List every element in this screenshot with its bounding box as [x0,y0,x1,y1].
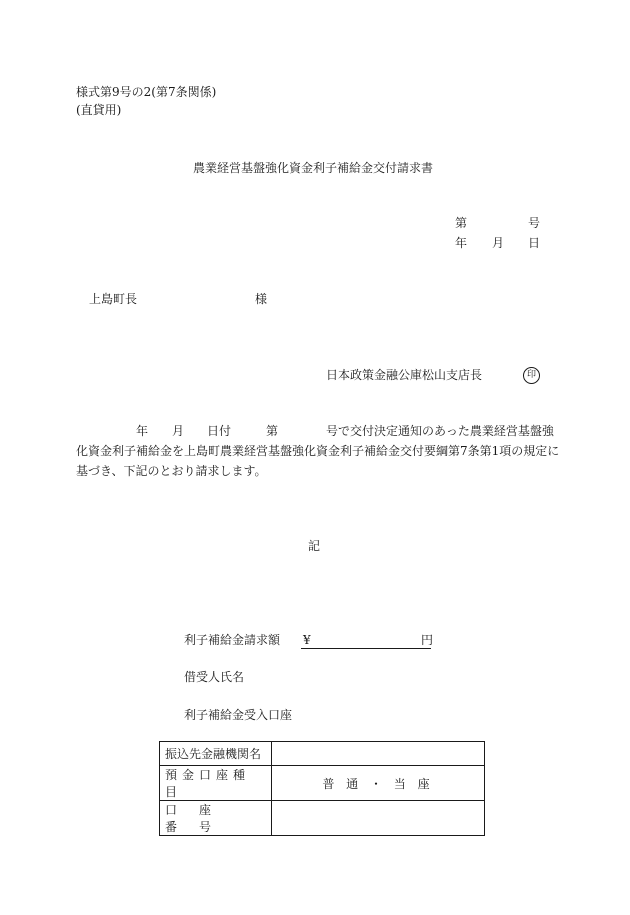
bank-name-value [272,742,485,766]
amount-label: 利子補給金請求額 [184,633,281,647]
account-type-label: 預金口座種目 [160,766,272,801]
yen-symbol: ¥ [303,633,311,647]
sender-name: 日本政策金融公庫松山支店長 [326,368,483,382]
ki-heading: 記 [308,539,321,553]
form-number: 様式第9号の2(第7条関係) [76,85,217,99]
date-nen: 年 [455,236,468,250]
body-date-tsuki: 月 [172,424,185,438]
account-number-value [272,801,485,836]
date-hi: 日 [528,236,541,250]
table-row [160,801,485,836]
reference-go: 号 [528,216,541,230]
form-usage: (直貸用) [76,103,122,117]
date-tsuki: 月 [492,236,505,250]
bank-name-label: 振込先金融機関名 [160,742,272,766]
borrower-label: 借受人氏名 [184,670,245,684]
account-label: 利子補給金受入口座 [184,708,293,722]
reference-dai: 第 [455,216,468,230]
amount-underline [301,648,431,649]
body-date-nen: 年 [136,424,149,438]
table-row [160,766,485,801]
document-title: 農業経営基盤強化資金利子補給金交付請求書 [193,161,434,175]
account-type-value: 普 通 ・ 当 座 [272,766,485,801]
addressee-name: 上島町長 [89,292,138,306]
body-date-hizuke: 日付 [207,424,232,438]
table-row [160,742,485,766]
account-table [159,741,485,836]
body-line2: 化資金利子補給金を上島町農業経営基盤強化資金利子補給金交付要綱第7条第1項の規定に [76,444,560,458]
account-number-label: 口座番号 [160,801,272,836]
body-date-dai: 第 [266,424,279,438]
body-line1: 号で交付決定通知のあった農業経営基盤強 [326,424,554,438]
addressee-honorific: 様 [255,292,268,306]
seal-mark: 印 [523,367,540,384]
yen-unit: 円 [421,633,434,647]
body-line3: 基づき、下記のとおり請求します。 [76,464,267,478]
